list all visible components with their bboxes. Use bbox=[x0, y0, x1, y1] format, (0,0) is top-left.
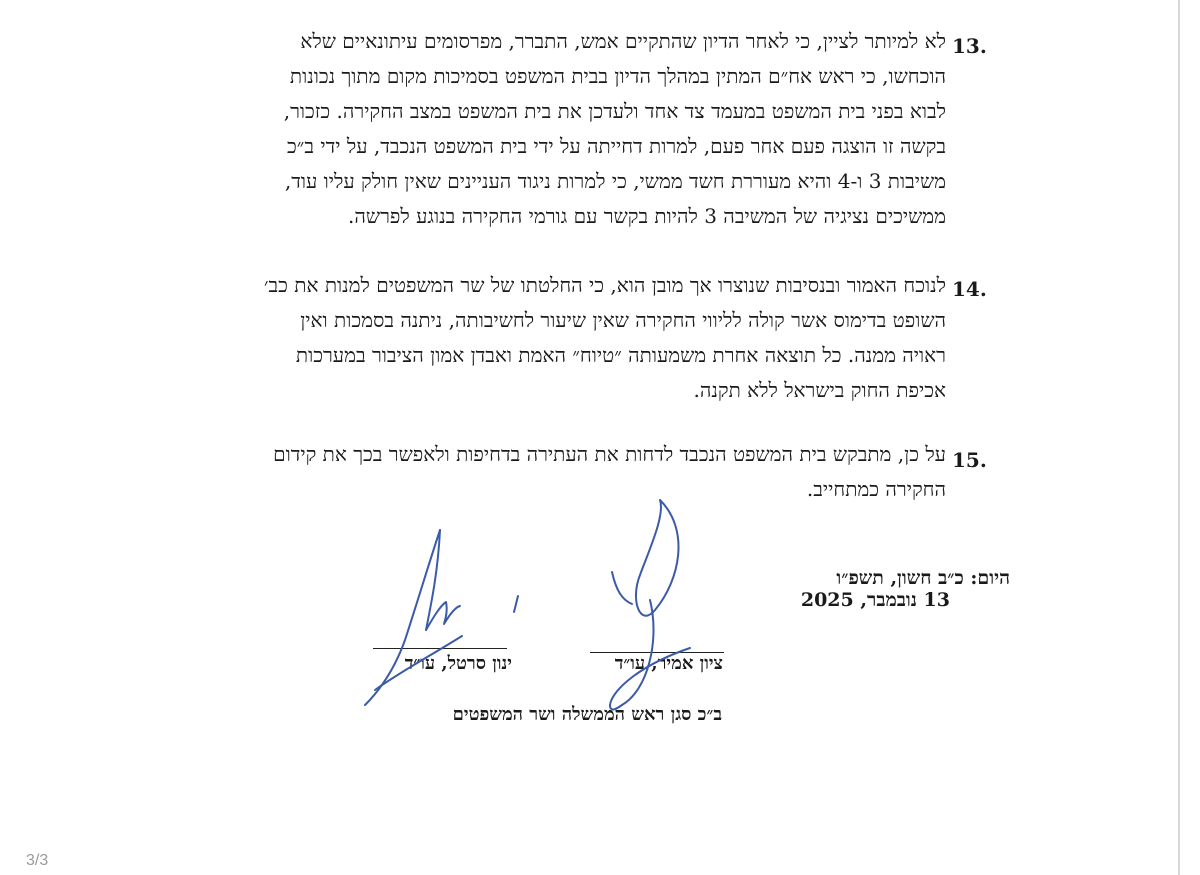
paragraph-line: לבוא בפני בית המשפט במעמד צד אחד ולעדכן את בית המשפט במצב החקירה. כזכור, bbox=[283, 99, 946, 123]
page-number: 3/3 bbox=[26, 852, 49, 869]
paragraph-13 bbox=[184, 24, 946, 234]
signer-name-right: ציון אמיר, עו״ד bbox=[614, 653, 723, 674]
signature-left-stroke bbox=[365, 530, 440, 705]
paragraph-line: אכיפת החוק בישראל ללא תקנה. bbox=[693, 378, 946, 402]
paragraph-14 bbox=[184, 268, 946, 408]
paragraph-line: החקירה כמתחייב. bbox=[806, 477, 946, 501]
signer-name-left: ינון סרטל, עו״ד bbox=[404, 653, 512, 674]
paragraph-number-13: 13. bbox=[952, 34, 987, 58]
paragraph-line: לנוכח האמור ובנסיבות שנוצרו אך מובן הוא, כי החלטתו של שר המשפטים למנות את כב׳ bbox=[263, 273, 946, 297]
paragraph-line: משיבות 3 ו-4 והיא מעוררת חשד ממשי, כי למרות ניגוד העניינים שאין חולק עליו עוד, bbox=[284, 169, 946, 193]
paragraph-line: לא למיותר לציין, כי לאחר הדיון שהתקיים אמש, התברר, מפרסומים עיתונאיים שלא bbox=[300, 29, 946, 53]
signature-left-stroke bbox=[514, 596, 518, 612]
signature-right-stroke bbox=[636, 500, 679, 616]
paragraph-line: הוכחשו, כי ראש אח״ם המתין במהלך הדיון בבית המשפט בסמיכות מקום מתוך נכונות bbox=[289, 64, 946, 88]
signature-left-stroke bbox=[426, 530, 440, 630]
date-block bbox=[801, 567, 1010, 611]
signature-right-stroke bbox=[612, 572, 632, 604]
date-gregorian: 13 נובמבר, 2025 bbox=[800, 589, 950, 611]
paragraph-line: ממשיכים נציגיה של המשיבה 3 להיות בקשר עם גורמי החקירה בנוגע לפרשה. bbox=[348, 204, 946, 228]
paragraph-line: על כן, מתבקש בית המשפט הנכבד לדחות את העתירה בדחיפות ולאפשר בכך את קידום bbox=[273, 442, 946, 466]
paragraph-number-15: 15. bbox=[952, 448, 987, 472]
on-behalf-caption: ב״כ סגן ראש הממשלה ושר המשפטים bbox=[452, 704, 722, 725]
page-edge-border bbox=[1178, 0, 1180, 875]
date-hebrew: היום: כ״ב חשון, תשפ״ו bbox=[836, 567, 1010, 589]
signature-left-stroke bbox=[426, 602, 460, 630]
paragraph-line: השופט בדימוס אשר קולה לליווי החקירה שאין שיעור לחשיבותה, ניתנה בסמכות ואין bbox=[300, 308, 946, 332]
paragraph-number-14: 14. bbox=[952, 277, 987, 301]
signature-line-left bbox=[373, 648, 507, 649]
paragraph-line: בקשה זו הוצגה פעם אחר פעם, למרות דחייתה על ידי בית המשפט הנכבד, על ידי ב״כ bbox=[287, 134, 946, 158]
paragraph-15 bbox=[184, 437, 946, 507]
paragraph-line: ראויה ממנה. כל תוצאה אחרת משמעותה ״טיוח״ האמת ואבדן אמון הציבור במערכות bbox=[295, 343, 946, 367]
